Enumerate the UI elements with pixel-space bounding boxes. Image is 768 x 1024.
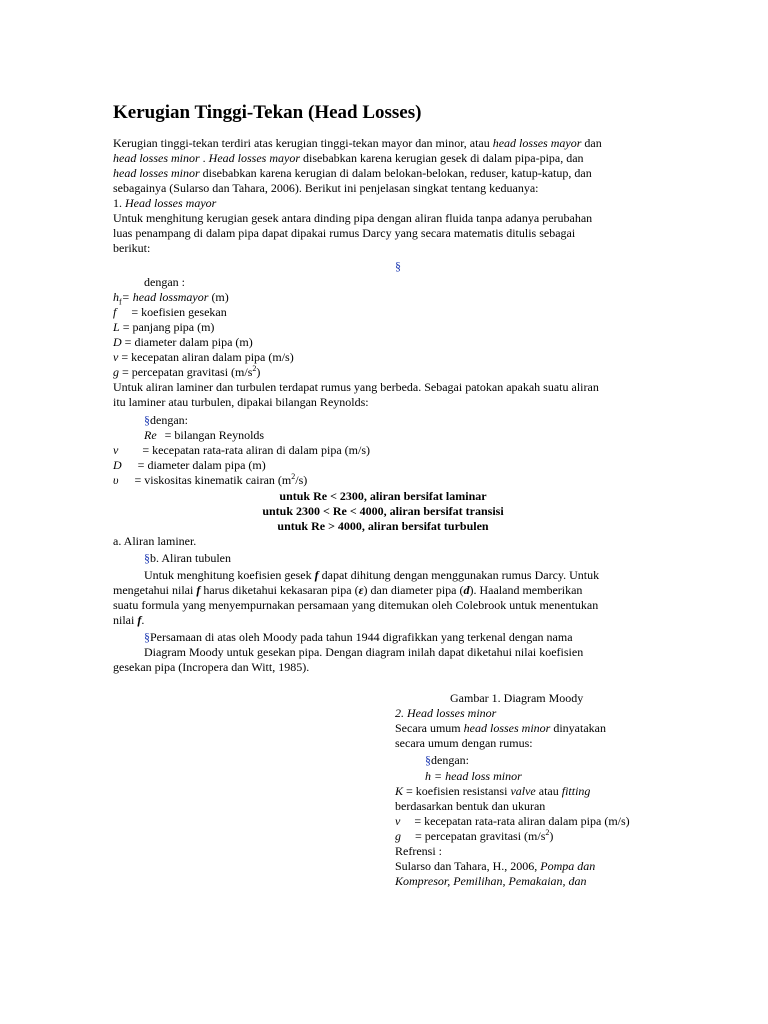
var-re: Re = bilangan Reynolds xyxy=(144,428,265,442)
var-v3: v = kecepatan rata-rata aliran dalam pipa (m/s) xyxy=(395,814,630,828)
var-g3: g = percepatan gravitasi $(m/s^2)$ xyxy=(395,828,554,843)
equation-placeholder-laminer: § xyxy=(144,551,150,565)
intro-line-2: head losses minor . Head losses mayor disebabkan karena kerugian gesek di dalam pipa-pipa, dan xyxy=(113,151,584,165)
regime-turbulen: untuk Re > 4000, aliran bersifat turbulen xyxy=(277,519,489,533)
intro-line-4: sebagainya (Sularso dan Tahara, 2006). Berikut ini penjelasan singkat tentang keduanya: xyxy=(113,181,539,195)
intro-line-3: head losses minor disebabkan karena kerugian di dalam belokan-belokan, reduser, katup-katup, dan xyxy=(113,166,592,180)
var-g: g = percepatan gravitasi $(m/s^2)$ xyxy=(113,364,261,379)
moody-line-3: gesekan pipa (Incropera dan Witt, 1985). xyxy=(113,660,310,674)
var-K: K = koefisien resistansi valve atau fitting xyxy=(395,784,591,798)
equation-placeholder-reynolds: § xyxy=(144,413,150,427)
reynolds-text-line-2: itu laminer atau turbulen, dipakai bilangan Reynolds: xyxy=(113,395,369,409)
dengan-label-1: dengan : xyxy=(144,275,185,289)
friction-line-4: nilai f. xyxy=(113,613,145,627)
friction-line-1: Untuk menghitung koefisien gesek f dapat dihitung dengan menggunakan rumus Darcy. Untuk xyxy=(144,568,600,582)
friction-line-2: mengetahui nilai f harus diketahui kekasaran pipa (ε) dan diameter pipa (d). Haaland memberikan xyxy=(113,583,583,597)
reynolds-text-line-1: Untuk aliran laminer dan turbulen terdapat rumus yang berbeda. Sebagai patokan apakah suatu aliran xyxy=(113,380,599,394)
equation-placeholder-minor: § xyxy=(425,753,431,767)
var-K-line2: berdasarkan bentuk dan ukuran xyxy=(395,799,546,813)
equation-placeholder-haaland: § xyxy=(144,630,150,644)
section-1-heading: 1. Head losses mayor xyxy=(113,196,217,210)
var-f: f = koefisien gesekan xyxy=(113,305,227,319)
regime-transisi: untuk 2300 < Re < 4000, aliran bersifat transisi xyxy=(262,504,504,518)
minor-text-line-2: secara umum dengan rumus: xyxy=(395,736,533,750)
friction-line-3: suatu formula yang menyempurnakan persamaan yang ditemukan oleh Colebrook untuk menentukan xyxy=(113,598,599,612)
var-h: h = head loss minor xyxy=(425,769,522,783)
darcy-text-line-3: berikut: xyxy=(113,241,151,255)
darcy-text-line-2: luas penampang di dalam pipa dapat dipakai rumus Darcy yang secara matematis ditulis sebagai xyxy=(113,226,576,240)
aliran-laminer: a. Aliran laminer. xyxy=(113,534,197,548)
moody-line-1: §Persamaan di atas oleh Moody pada tahun 1944 digrafikkan yang terkenal dengan nama xyxy=(144,630,573,644)
var-nu: υ = viskositas kinematik cairan $(m^2/s)$ xyxy=(113,472,308,487)
equation-placeholder-darcy: § xyxy=(395,259,401,273)
reference-line-1: Sularso dan Tahara, H., 2006, Pompa dan xyxy=(395,859,596,873)
darcy-text-line-1: Untuk menghitung kerugian gesek antara dinding pipa dengan aliran fluida tanpa adanya perubahan xyxy=(113,211,593,225)
reference-line-2: Kompresor, Pemilihan, Pemakaian, dan xyxy=(395,874,587,888)
figure-caption: Gambar 1. Diagram Moody xyxy=(450,691,584,705)
section-2-heading: 2. Head losses minor xyxy=(395,706,497,720)
reference-heading: Refrensi : xyxy=(395,844,442,858)
intro-line-1: Kerugian tinggi-tekan terdiri atas kerugian tinggi-tekan mayor dan minor, atau head losses mayor dan xyxy=(113,136,602,150)
minor-text-line-1: Secara umum head losses minor dinyatakan xyxy=(395,721,606,735)
regime-laminar: untuk Re < 2300, aliran bersifat laminar xyxy=(279,489,487,503)
var-v: v = kecepatan aliran dalam pipa (m/s) xyxy=(113,350,294,364)
dengan-label-2: §dengan: xyxy=(144,413,188,427)
dengan-label-3: §dengan: xyxy=(425,753,469,767)
var-d2: D = diameter dalam pipa (m) xyxy=(113,458,266,472)
moody-line-2: Diagram Moody untuk gesekan pipa. Dengan diagram inilah dapat diketahui nilai koefisien xyxy=(144,645,584,659)
page-title: Kerugian Tinggi-Tekan (Head Losses) xyxy=(113,102,422,123)
var-hf: $h_f=$ head lossmayor (m) xyxy=(113,290,229,307)
var-D: D = diameter dalam pipa (m) xyxy=(113,335,253,349)
var-v2: v = kecepatan rata-rata aliran di dalam pipa (m/s) xyxy=(113,443,370,457)
var-L: L = panjang pipa (m) xyxy=(113,320,215,334)
aliran-turbulen: §b. Aliran tubulen xyxy=(144,551,231,565)
